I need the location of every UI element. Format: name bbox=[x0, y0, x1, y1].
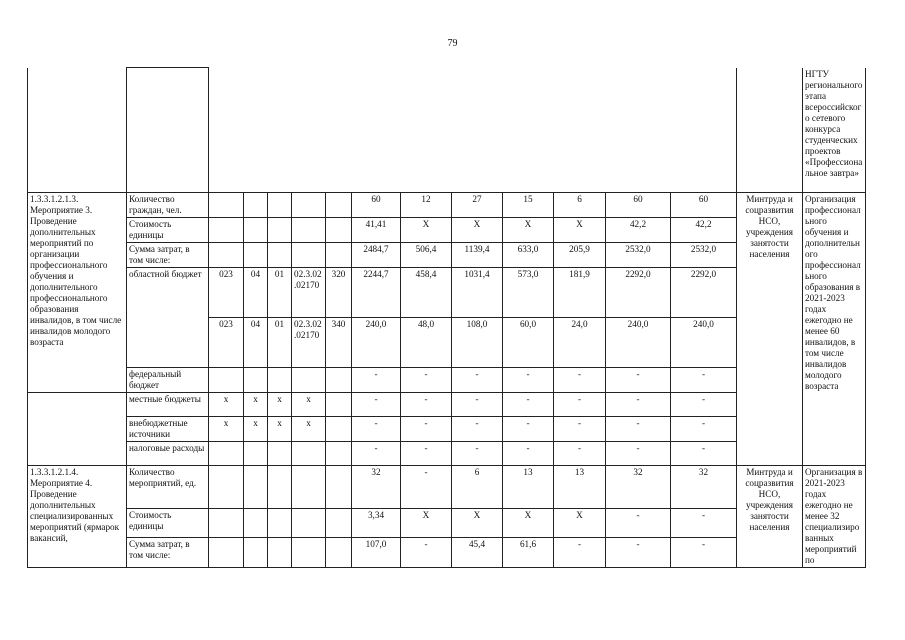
cell: 2532,0 bbox=[606, 243, 671, 268]
cell: X bbox=[401, 508, 452, 538]
cell: 42,2 bbox=[671, 218, 737, 243]
cell bbox=[209, 442, 244, 466]
cell: 15 bbox=[503, 193, 554, 218]
s1-r2-label: Стоимость единицы bbox=[127, 218, 209, 243]
cell: 60 bbox=[671, 193, 737, 218]
cell: - bbox=[671, 508, 737, 538]
program-table bbox=[27, 67, 866, 568]
s1-r3-label: Сумма затрат, в том числе: bbox=[127, 243, 209, 268]
cell: 181,9 bbox=[554, 268, 606, 318]
cell: - bbox=[606, 417, 671, 442]
cell: - bbox=[554, 417, 606, 442]
s2-r1-label: Количество мероприятий, ед. bbox=[127, 466, 209, 509]
cell bbox=[326, 393, 352, 417]
cell: 13 bbox=[554, 466, 606, 509]
cell: 1031,4 bbox=[452, 268, 503, 318]
cell bbox=[292, 442, 326, 466]
cell bbox=[268, 243, 292, 268]
cell: 6 bbox=[452, 466, 503, 509]
s1-r6-label: федеральный бюджет bbox=[127, 368, 209, 393]
cell: - bbox=[352, 442, 401, 466]
empty-cell bbox=[28, 417, 127, 442]
cell: X bbox=[503, 218, 554, 243]
s1-r4-label: областной бюджет bbox=[127, 268, 209, 368]
s1-r7-label: местные бюджеты bbox=[127, 393, 209, 417]
cell bbox=[326, 243, 352, 268]
cell: - bbox=[452, 417, 503, 442]
cell: - bbox=[452, 368, 503, 393]
cell: 04 bbox=[244, 268, 268, 318]
cell: 27 bbox=[452, 193, 503, 218]
cell bbox=[244, 218, 268, 243]
cell: 108,0 bbox=[452, 318, 503, 368]
cell: X bbox=[554, 508, 606, 538]
cell: 2244,7 bbox=[352, 268, 401, 318]
cell bbox=[209, 218, 244, 243]
cell: - bbox=[401, 442, 452, 466]
cell: 240,0 bbox=[671, 318, 737, 368]
cell: - bbox=[606, 538, 671, 568]
result-cell-prev: НГТУ регионального этапа всероссийского сетевого конкурса студенческих проектов «Профессиональное завтра» bbox=[803, 68, 866, 193]
cell bbox=[244, 538, 268, 568]
cell: 04 bbox=[244, 318, 268, 368]
cell: 13 bbox=[503, 466, 554, 509]
cell bbox=[268, 368, 292, 393]
cell: - bbox=[671, 417, 737, 442]
cell: 41,41 bbox=[352, 218, 401, 243]
cell: 340 bbox=[326, 318, 352, 368]
cell bbox=[244, 193, 268, 218]
cell: - bbox=[452, 442, 503, 466]
cell: 2292,0 bbox=[606, 268, 671, 318]
cell: - bbox=[352, 368, 401, 393]
cell bbox=[209, 508, 244, 538]
cell bbox=[268, 466, 292, 509]
cell bbox=[326, 368, 352, 393]
s2-result: Организация в 2021-2023 годах ежегодно не менее 32 специализированных мероприятий по bbox=[803, 466, 866, 568]
cell: - bbox=[503, 393, 554, 417]
cell: - bbox=[401, 368, 452, 393]
cell bbox=[209, 193, 244, 218]
cell: 107,0 bbox=[352, 538, 401, 568]
cell: - bbox=[671, 538, 737, 568]
cell bbox=[292, 243, 326, 268]
cell: X bbox=[554, 218, 606, 243]
cell: 45,4 bbox=[452, 538, 503, 568]
cell: 42,2 bbox=[606, 218, 671, 243]
cell bbox=[292, 508, 326, 538]
cell: - bbox=[554, 368, 606, 393]
s1-r1-label: Количество граждан, чел. bbox=[127, 193, 209, 218]
cell: - bbox=[671, 393, 737, 417]
cell: - bbox=[401, 466, 452, 509]
empty-cell bbox=[28, 393, 127, 417]
s2-r3-label: Сумма затрат, в том числе: bbox=[127, 538, 209, 568]
cell bbox=[268, 218, 292, 243]
cell: - bbox=[503, 368, 554, 393]
cell bbox=[326, 193, 352, 218]
cell: x bbox=[268, 393, 292, 417]
cell: - bbox=[401, 417, 452, 442]
cell: x bbox=[244, 417, 268, 442]
cell bbox=[326, 442, 352, 466]
cell bbox=[268, 538, 292, 568]
cell: 2532,0 bbox=[671, 243, 737, 268]
cell: 3,34 bbox=[352, 508, 401, 538]
cell bbox=[244, 368, 268, 393]
cell: x bbox=[209, 393, 244, 417]
cell: - bbox=[554, 442, 606, 466]
cell bbox=[244, 466, 268, 509]
cell: - bbox=[606, 368, 671, 393]
empty-cell bbox=[671, 68, 737, 193]
cell bbox=[244, 508, 268, 538]
cell: 573,0 bbox=[503, 268, 554, 318]
cell: 2292,0 bbox=[671, 268, 737, 318]
s1-row-1 bbox=[28, 193, 866, 218]
cell: - bbox=[401, 393, 452, 417]
cell: 48,0 bbox=[401, 318, 452, 368]
cell bbox=[292, 218, 326, 243]
cell bbox=[326, 508, 352, 538]
cell: 32 bbox=[352, 466, 401, 509]
s2-r2-label: Стоимость единицы bbox=[127, 508, 209, 538]
cell: 60 bbox=[352, 193, 401, 218]
cell bbox=[209, 538, 244, 568]
empty-cell bbox=[737, 68, 803, 193]
s1-result: Организация профессионального обучения и дополнительного профессионального образования в 2021-2023 годах ежегодно не менее 60 инвалидов, в том числе инвалидов молодого возраста bbox=[803, 193, 866, 466]
cell: 02.3.02.02170 bbox=[292, 268, 326, 318]
cell bbox=[268, 193, 292, 218]
s2-title: 1.3.3.1.2.1.4. Мероприятие 4. Проведение дополнительных специализированных мероприятий (ярмарок вакансий, bbox=[28, 466, 127, 568]
empty-cell bbox=[209, 68, 671, 193]
cell: 01 bbox=[268, 268, 292, 318]
cell: 6 bbox=[554, 193, 606, 218]
cell: 02.3.02.02170 bbox=[292, 318, 326, 368]
empty-cell bbox=[28, 442, 127, 466]
page-number: 79 bbox=[447, 38, 458, 49]
continuation-row bbox=[28, 68, 866, 193]
cell: - bbox=[503, 417, 554, 442]
cell: - bbox=[554, 538, 606, 568]
cell: 240,0 bbox=[606, 318, 671, 368]
cell: 023 bbox=[209, 268, 244, 318]
s1-title: 1.3.3.1.2.1.3. Мероприятие 3. Проведение дополнительных мероприятий по организации профессионального обучения и дополнительного профессионального образования инвалидов, в том числе инвалидов молодого возраста bbox=[28, 193, 127, 393]
cell: 61,6 bbox=[503, 538, 554, 568]
cell: 32 bbox=[606, 466, 671, 509]
cell: x bbox=[292, 417, 326, 442]
cell bbox=[268, 442, 292, 466]
cell bbox=[209, 466, 244, 509]
empty-cell bbox=[127, 68, 209, 193]
cell: - bbox=[352, 417, 401, 442]
s2-executor: Минтруда и соцразвития НСО, учреждения занятости населения bbox=[737, 466, 803, 568]
cell: X bbox=[401, 218, 452, 243]
cell bbox=[292, 193, 326, 218]
cell: 12 bbox=[401, 193, 452, 218]
cell: 01 bbox=[268, 318, 292, 368]
cell: 205,9 bbox=[554, 243, 606, 268]
cell: - bbox=[554, 393, 606, 417]
cell bbox=[209, 368, 244, 393]
cell: 32 bbox=[671, 466, 737, 509]
cell: 458,4 bbox=[401, 268, 452, 318]
empty-cell bbox=[28, 68, 127, 193]
cell: 506,4 bbox=[401, 243, 452, 268]
cell: - bbox=[352, 393, 401, 417]
cell bbox=[326, 218, 352, 243]
cell: - bbox=[452, 393, 503, 417]
cell bbox=[326, 538, 352, 568]
cell bbox=[292, 368, 326, 393]
cell: - bbox=[606, 508, 671, 538]
cell: 24,0 bbox=[554, 318, 606, 368]
s2-row-1 bbox=[28, 466, 866, 509]
cell: 60 bbox=[606, 193, 671, 218]
cell bbox=[326, 466, 352, 509]
cell bbox=[209, 243, 244, 268]
cell: 023 bbox=[209, 318, 244, 368]
cell bbox=[292, 466, 326, 509]
cell: 2484,7 bbox=[352, 243, 401, 268]
s1-executor: Минтруда и соцразвития НСО, учреждения занятости населения bbox=[737, 193, 803, 466]
cell: X bbox=[503, 508, 554, 538]
cell bbox=[244, 442, 268, 466]
cell: - bbox=[503, 442, 554, 466]
cell: X bbox=[452, 508, 503, 538]
cell: 1139,4 bbox=[452, 243, 503, 268]
cell bbox=[268, 508, 292, 538]
cell: x bbox=[268, 417, 292, 442]
s1-r8-label: внебюджетные источники bbox=[127, 417, 209, 442]
cell: x bbox=[244, 393, 268, 417]
cell: 240,0 bbox=[352, 318, 401, 368]
cell: x bbox=[209, 417, 244, 442]
cell: - bbox=[671, 442, 737, 466]
cell: - bbox=[671, 368, 737, 393]
cell bbox=[326, 417, 352, 442]
cell: x bbox=[292, 393, 326, 417]
cell: 60,0 bbox=[503, 318, 554, 368]
cell: X bbox=[452, 218, 503, 243]
cell: - bbox=[401, 538, 452, 568]
cell: - bbox=[606, 442, 671, 466]
cell bbox=[244, 243, 268, 268]
cell: - bbox=[606, 393, 671, 417]
cell bbox=[292, 538, 326, 568]
s1-r9-label: налоговые расходы bbox=[127, 442, 209, 466]
cell: 320 bbox=[326, 268, 352, 318]
cell: 633,0 bbox=[503, 243, 554, 268]
